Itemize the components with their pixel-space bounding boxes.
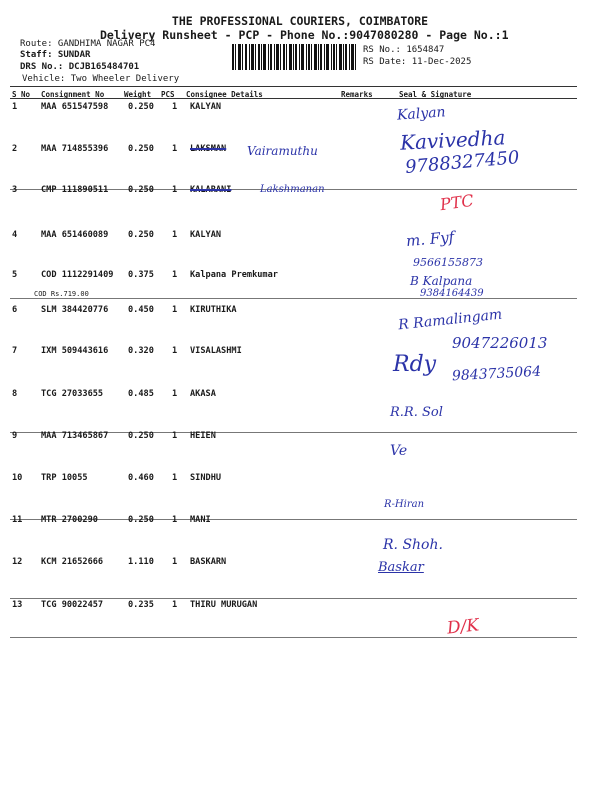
row-sno: 4 [12,230,18,240]
row-pcs: 1 [172,102,178,112]
row-consignment: COD 1112291409 [41,270,114,280]
signature: Kavivedha [399,125,506,155]
handwritten-phone: 9788327450 [404,147,521,178]
signature: Ve [390,443,408,459]
col-remarks: Remarks [341,90,373,99]
row-consignee: AKASA [190,389,216,399]
handwritten-phone: 9566155873 [413,256,483,269]
row-consignee: BASKARN [190,557,227,567]
row-consignment: MTR 2700290 [41,515,98,525]
red-stamp-mark: PTC [438,190,475,215]
row-pcs: 1 [172,515,178,525]
row-divider [10,298,577,299]
row-pcs: 1 [172,557,178,567]
row-divider [10,637,577,638]
row-consignee: KALYAN [190,102,222,112]
row-sno: 2 [12,144,18,154]
row-weight: 0.250 [128,144,154,154]
row-consignee: LAKSMAN [190,144,227,154]
row-consignee: KALARANI [190,185,232,195]
vehicle-label: Vehicle: Two Wheeler Delivery [22,74,180,84]
row-pcs: 1 [172,185,178,195]
row-pcs: 1 [172,600,178,610]
row-pcs: 1 [172,305,178,315]
row-sno: 1 [12,102,18,112]
row-pcs: 1 [172,270,178,280]
row-consignment: KCM 21652666 [41,557,104,567]
rs-number: RS No.: 1654847 [363,45,445,55]
row-pcs: 1 [172,389,178,399]
row-sno: 11 [12,515,23,525]
signature: R.R. Sol [390,405,443,420]
handwritten-name: Vairamuthu [247,144,318,158]
rs-date: RS Date: 11-Dec-2025 [363,57,472,67]
row-sno: 10 [12,473,23,483]
header-bottom-rule [10,98,577,99]
row-weight: 0.485 [128,389,154,399]
row-sno: 3 [12,185,18,195]
route-label: Route: GANDHIMA NAGAR PC4 [20,39,156,49]
row-consignment: SLM 384420776 [41,305,109,315]
row-sno: 6 [12,305,18,315]
staff-label: Staff: SUNDAR [20,50,91,60]
red-mark: D/K [446,615,481,639]
row-sno: 9 [12,431,18,441]
row-weight: 0.450 [128,305,154,315]
row-consignment: MAA 714855396 [41,144,109,154]
row-pcs: 1 [172,431,178,441]
col-consignee: Consignee Details [186,90,263,99]
row-sno: 7 [12,346,18,356]
row-weight: 0.235 [128,600,154,610]
row-consignee: MANI [190,515,211,525]
handwritten-phone: 9047226013 [452,334,548,352]
row-pcs: 1 [172,230,178,240]
col-pcs: PCS [161,90,175,99]
row-consignment: TCG 90022457 [41,600,104,610]
row-pcs: 1 [172,144,178,154]
runsheet-title: Delivery Runsheet - PCP - Phone No.:9047080280 - Page No.:1 [100,28,509,42]
row-consignment: MAA 651547598 [41,102,109,112]
row-weight: 0.250 [128,230,154,240]
signature: Rdy [393,352,437,377]
row-weight: 0.250 [128,185,154,195]
row-consignee: THIRU MURUGAN [190,600,258,610]
row-consignee: HEIEN [190,431,216,441]
row-sno: 8 [12,389,18,399]
row-consignment: IXM 509443616 [41,346,109,356]
signature: R-Hiran [384,499,425,510]
header-top-rule [10,86,577,87]
row-consignee: SINDHU [190,473,222,483]
drs-label: DRS No.: DCJB165484701 [20,62,140,72]
barcode [232,44,356,70]
row-pcs: 1 [172,473,178,483]
col-sno: S No [12,90,31,99]
signature: R Ramalingam [397,306,503,334]
row-sno: 13 [12,600,23,610]
handwritten-name: Lakshmanan [260,184,325,195]
row-weight: 0.250 [128,102,154,112]
row-weight: 0.460 [128,473,154,483]
row-consignment: MAA 651460089 [41,230,109,240]
row-consignee: KIRUTHIKA [190,305,237,315]
row-weight: 0.320 [128,346,154,356]
company-title: THE PROFESSIONAL COURIERS, COIMBATORE [171,14,429,28]
row-weight: 0.250 [128,515,154,525]
row-consignee: Kalpana Premkumar [190,270,278,280]
row-consignment: TCG 27033655 [41,389,104,399]
cod-amount: COD Rs.719.00 [34,290,89,298]
row-weight: 0.375 [128,270,154,280]
row-consignment: TRP 10055 [41,473,88,483]
signature: Baskar [378,560,424,575]
row-consignment: MAA 713465867 [41,431,109,441]
row-sno: 12 [12,557,23,567]
signature: R. Shoh. [383,537,443,553]
col-seal: Seal & Signature [399,90,472,99]
signature: Kalyan [396,104,447,124]
signature: m. Fyf [405,227,455,251]
handwritten-phone: 9843735064 [451,363,542,385]
col-weight: Weight [124,90,152,99]
col-consignment: Consignment No [41,90,105,99]
row-weight: 1.110 [128,557,154,567]
row-weight: 0.250 [128,431,154,441]
row-consignee: VISALASHMI [190,346,242,356]
row-divider [10,598,577,599]
row-pcs: 1 [172,346,178,356]
handwritten-phone: 9384164439 [420,288,484,299]
row-sno: 5 [12,270,18,280]
signature: B Kalpana [410,274,473,288]
row-consignee: KALYAN [190,230,222,240]
row-consignment: CMP 111890511 [41,185,109,195]
